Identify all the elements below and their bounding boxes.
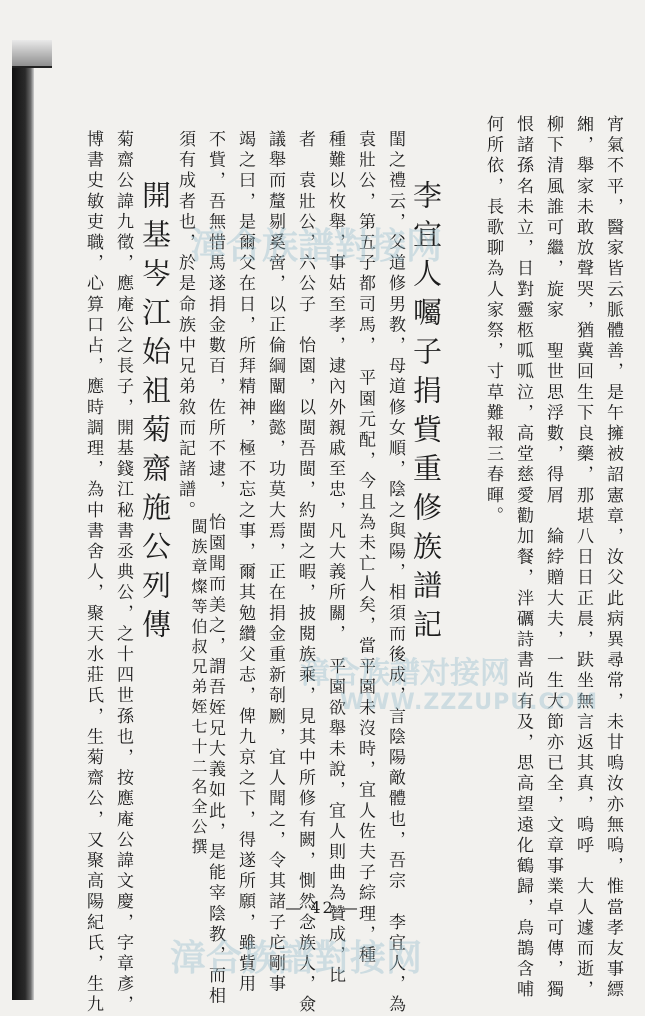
text-column: 者 袁壯公，六公子 怡園，以閩吾閩，約閩之暇，披閱族乘，見其中所修有闕，惻然念族人，僉	[295, 130, 315, 1016]
text-column: 竭之曰，是爾父在日，所拜精神，極不忘之事，爾其勉纘父志，俾九京之下，得遂所願，雖貲用	[235, 130, 255, 996]
watermark-text: 漳合族譜對接网	[170, 938, 423, 979]
text-column: 須有成者也，於是命族中兄弟敘而記諸譜。	[175, 130, 195, 522]
page-number: — 42 —	[285, 898, 360, 917]
text-column: 緗，舉家未敢放聲哭，猶冀回生下良藥，那堪八日日正晨，趺坐無言返其真，嗚呼 大人遽而逝，	[573, 115, 593, 1001]
text-column: 恨諸孫名未立，日對靈柩呱呱泣，高堂慈愛勸加餐，泮礪詩書尚有及，思高望遠化鶴歸，烏鵲含哺	[513, 115, 533, 1001]
text-column: 種難以枚舉，事姑至孝，逮內外親戚至忠，凡大義所關， 平園欲舉未說，宜人則曲為贊成，比	[325, 130, 345, 987]
text-column: 袁壯公，第五子都司馬， 平園元配，今且為未亡人矣，當平園未沒時，宜人佐夫子綜理，種	[355, 130, 375, 967]
text-column: 博書史敏吏職，心算口占，應時調理，為中書舍人，聚天水莊氏，生菊齋公，又聚高陽紀氏，生九	[83, 130, 103, 1016]
book-spine-shadow	[12, 55, 34, 1000]
watermark-text: 漳合族譜对接网	[300, 656, 510, 691]
watermark-url: WWW.ZZZUPU.COM	[340, 690, 599, 715]
text-column: 閨之禮云，父道修男教，母道修女順，陰之與陽，相須而後成，言陰陽敵體也，吾宗 李宜人，為	[385, 130, 405, 1016]
text-column: 議舉而釐剔奚啻，以正倫綱闡幽懿，功莫大焉，正在捐金重新剞劂，宜人聞之，令其諸子庀剛事	[265, 130, 285, 996]
text-column: 不貲，吾無惜馬遂捐金數百，佐所不逮， 怡園聞而美之，謂吾姪兄大義如此，是能宰陰教，而相	[205, 130, 225, 1008]
text-column: 何所依，長歌聊為人家祭，寸草難報三春暉。	[483, 115, 503, 527]
section-title: 李宜人囑子捐貲重修族譜記	[409, 180, 443, 648]
watermark-text: 漳合族譜對接网	[190, 226, 443, 267]
section-title: 開基岑江始祖菊齋施公列傳	[138, 180, 172, 648]
text-column: 菊齋公諱九徵，應庵公之長子，開基錢江秘書丞典公，之十四世孫也，按應庵公諱文慶，字章彥，	[113, 130, 133, 1016]
book-spine-top-edge	[12, 40, 52, 68]
text-column: 柳下清風誰可繼，旋家 聖世思浮數，得屑 綸綍贈大夫，一生大節亦已全，文章事業卓可傳，獨	[543, 115, 563, 1001]
text-column: 宵氣不平，醫家皆云脈體善，是午擁被詔憲章，汝父此病異尋常，未甘嗚汝亦無嗚，惟當孝友事縹	[603, 115, 623, 1001]
author-line: 閩族章燦等伯叔兄弟姪七十二名全公撰	[189, 518, 208, 858]
